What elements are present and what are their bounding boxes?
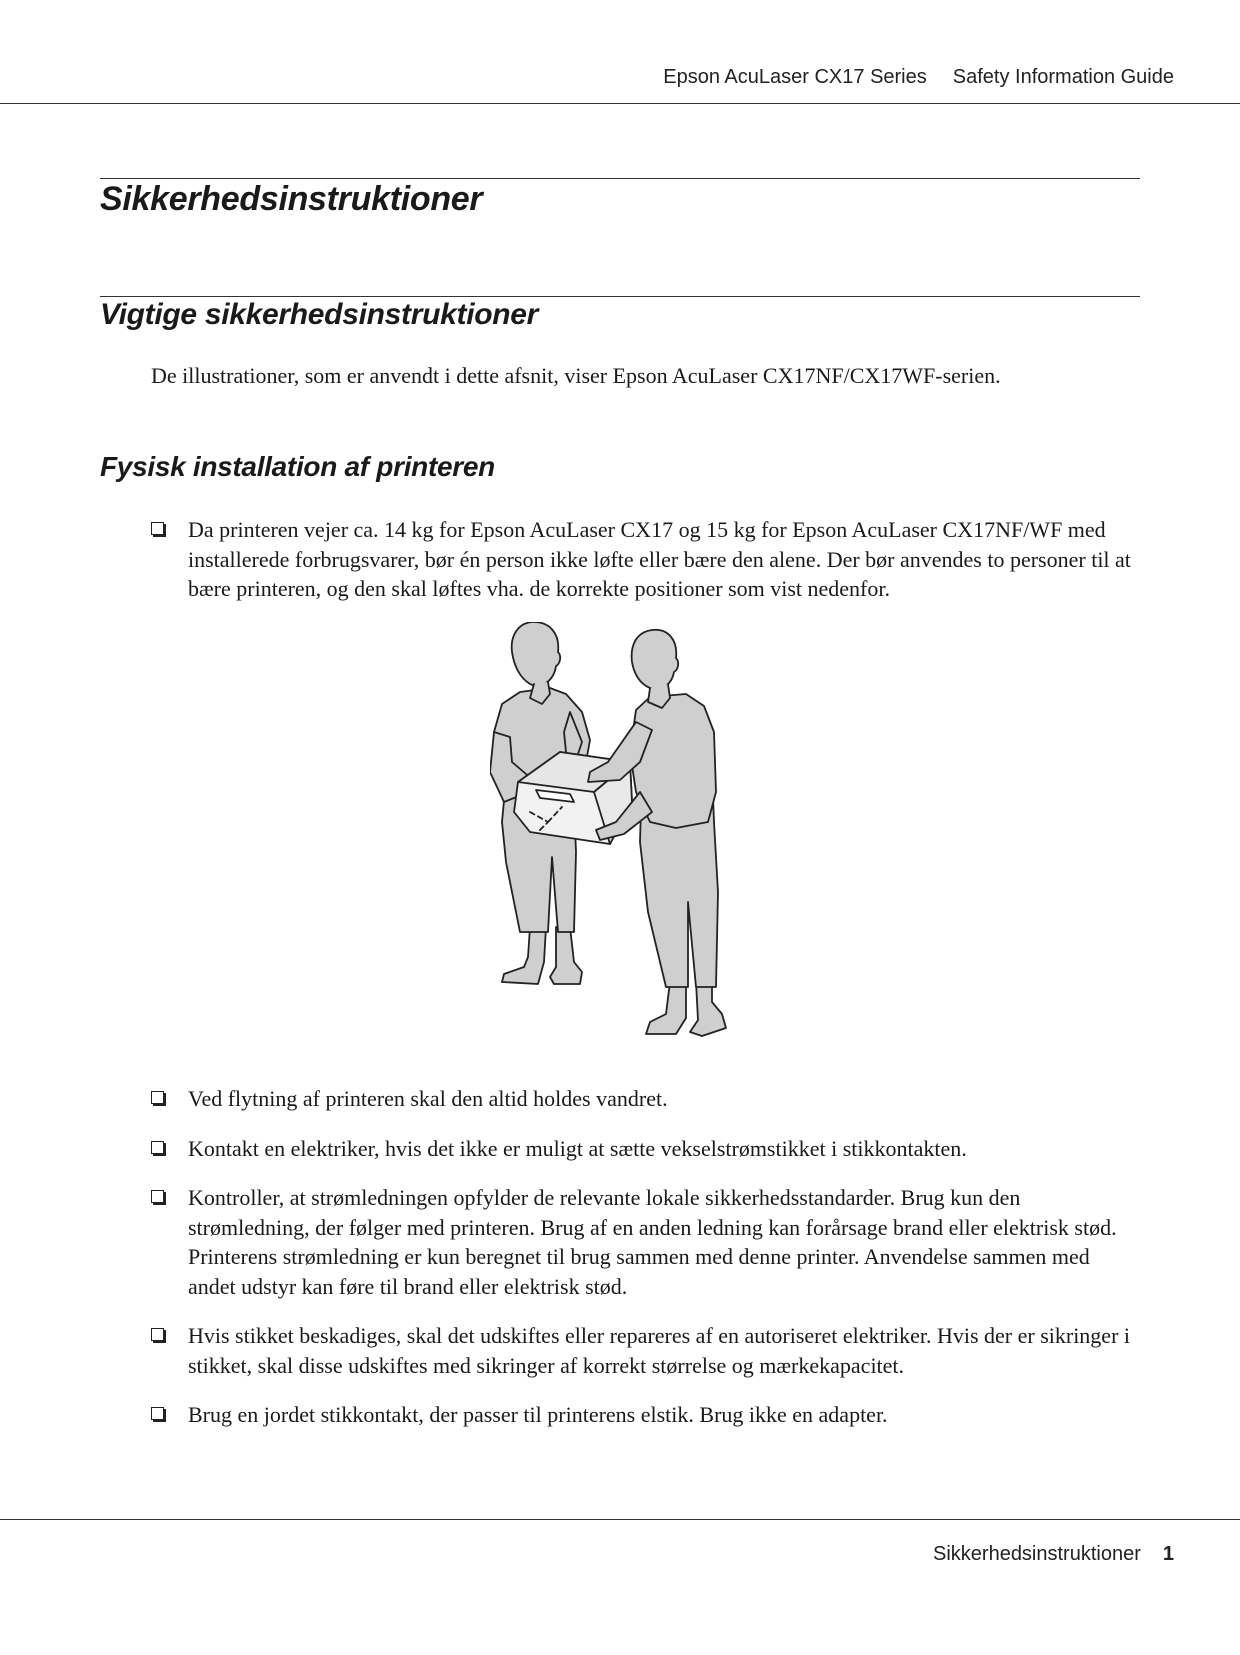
section-divider bbox=[100, 296, 1140, 297]
person2-left-shoe bbox=[646, 982, 686, 1034]
list-item bbox=[151, 1134, 1141, 1164]
list-item bbox=[151, 1321, 1141, 1380]
list-item-text: Ved flytning af printeren skal den altid holdes vandret. bbox=[188, 1086, 668, 1111]
checkbox-bullet-icon bbox=[151, 1407, 164, 1420]
header-guide: Safety Information Guide bbox=[952, 66, 1174, 88]
checkbox-bullet-icon bbox=[151, 1141, 164, 1154]
person1-right-shoe bbox=[550, 927, 582, 984]
intro-paragraph: De illustrationer, som er anvendt i dette afsnit, viser Epson AcuLaser CX17NF/CX17WF-serien. bbox=[151, 363, 1001, 388]
header-divider bbox=[0, 103, 1240, 104]
page-footer bbox=[933, 1543, 1174, 1566]
checkbox-bullet-icon bbox=[151, 1328, 164, 1341]
list-item bbox=[151, 515, 1141, 604]
footer-section: Sikkerhedsinstruktioner bbox=[933, 1543, 1141, 1565]
two-people-lifting-printer-illustration bbox=[490, 622, 750, 1047]
illustration-svg bbox=[490, 622, 750, 1047]
checkbox-bullet-icon bbox=[151, 1091, 164, 1104]
list-item bbox=[151, 1400, 1141, 1430]
person1-left-shoe bbox=[502, 927, 546, 984]
chapter-title: Sikkerhedsinstruktioner bbox=[100, 180, 483, 218]
subsection-title: Fysisk installation af printeren bbox=[100, 451, 495, 482]
checkbox-bullet-icon bbox=[151, 1190, 164, 1203]
person2-head bbox=[632, 630, 679, 689]
bullet-list-top bbox=[151, 515, 1141, 604]
list-item bbox=[151, 1183, 1141, 1301]
section-title: Vigtige sikkerhedsinstruktioner bbox=[100, 298, 539, 331]
list-item-text: Kontakt en elektriker, hvis det ikke er muligt at sætte vekselstrømstikket i stikkontakten. bbox=[188, 1135, 967, 1161]
page-number: 1 bbox=[1162, 1543, 1174, 1565]
person1-head bbox=[512, 622, 560, 686]
list-item-text: Kontroller, at strømledningen opfylder de relevante lokale sikkerhedsstandarder. Brug kun den strømledning, der følger med printeren. Brug af en anden ledning kan forårsage brand eller elektrisk stød. Printerens strømledning er kun beregnet til brug sammen med denne printer. Anvendelse sammen med andet udstyr kan føre til brand eller elektrisk stød. bbox=[188, 1185, 1117, 1299]
footer-divider bbox=[0, 1519, 1240, 1520]
bullet-list-bottom bbox=[151, 1084, 1141, 1450]
chapter-divider bbox=[100, 178, 1140, 179]
checkbox-bullet-icon bbox=[151, 522, 164, 535]
list-item-text: Da printeren vejer ca. 14 kg for Epson AcuLaser CX17 og 15 kg for Epson AcuLaser CX17NF/WF med installerede forbrugsvarer, bør én person ikke løfte eller bære den alene. Der bør anvendes to personer til at bære printeren, og den skal løftes vha. de korrekte positioner som vist nedenfor. bbox=[188, 517, 1131, 601]
list-item-text: Hvis stikket beskadiges, skal det udskiftes eller repareres af en autoriseret elektriker. Hvis der er sikringer i stikket, skal disse udskiftes med sikringer af korrekt størrelse og mærkekapacitet. bbox=[188, 1323, 1131, 1378]
list-item-text: Brug en jordet stikkontakt, der passer til printerens elstik. Brug ikke en adapter. bbox=[188, 1402, 888, 1427]
page-header bbox=[663, 66, 1174, 89]
list-item bbox=[151, 1084, 1141, 1114]
person2-right-shoe bbox=[690, 982, 726, 1036]
header-product: Epson AcuLaser CX17 Series bbox=[663, 66, 927, 88]
